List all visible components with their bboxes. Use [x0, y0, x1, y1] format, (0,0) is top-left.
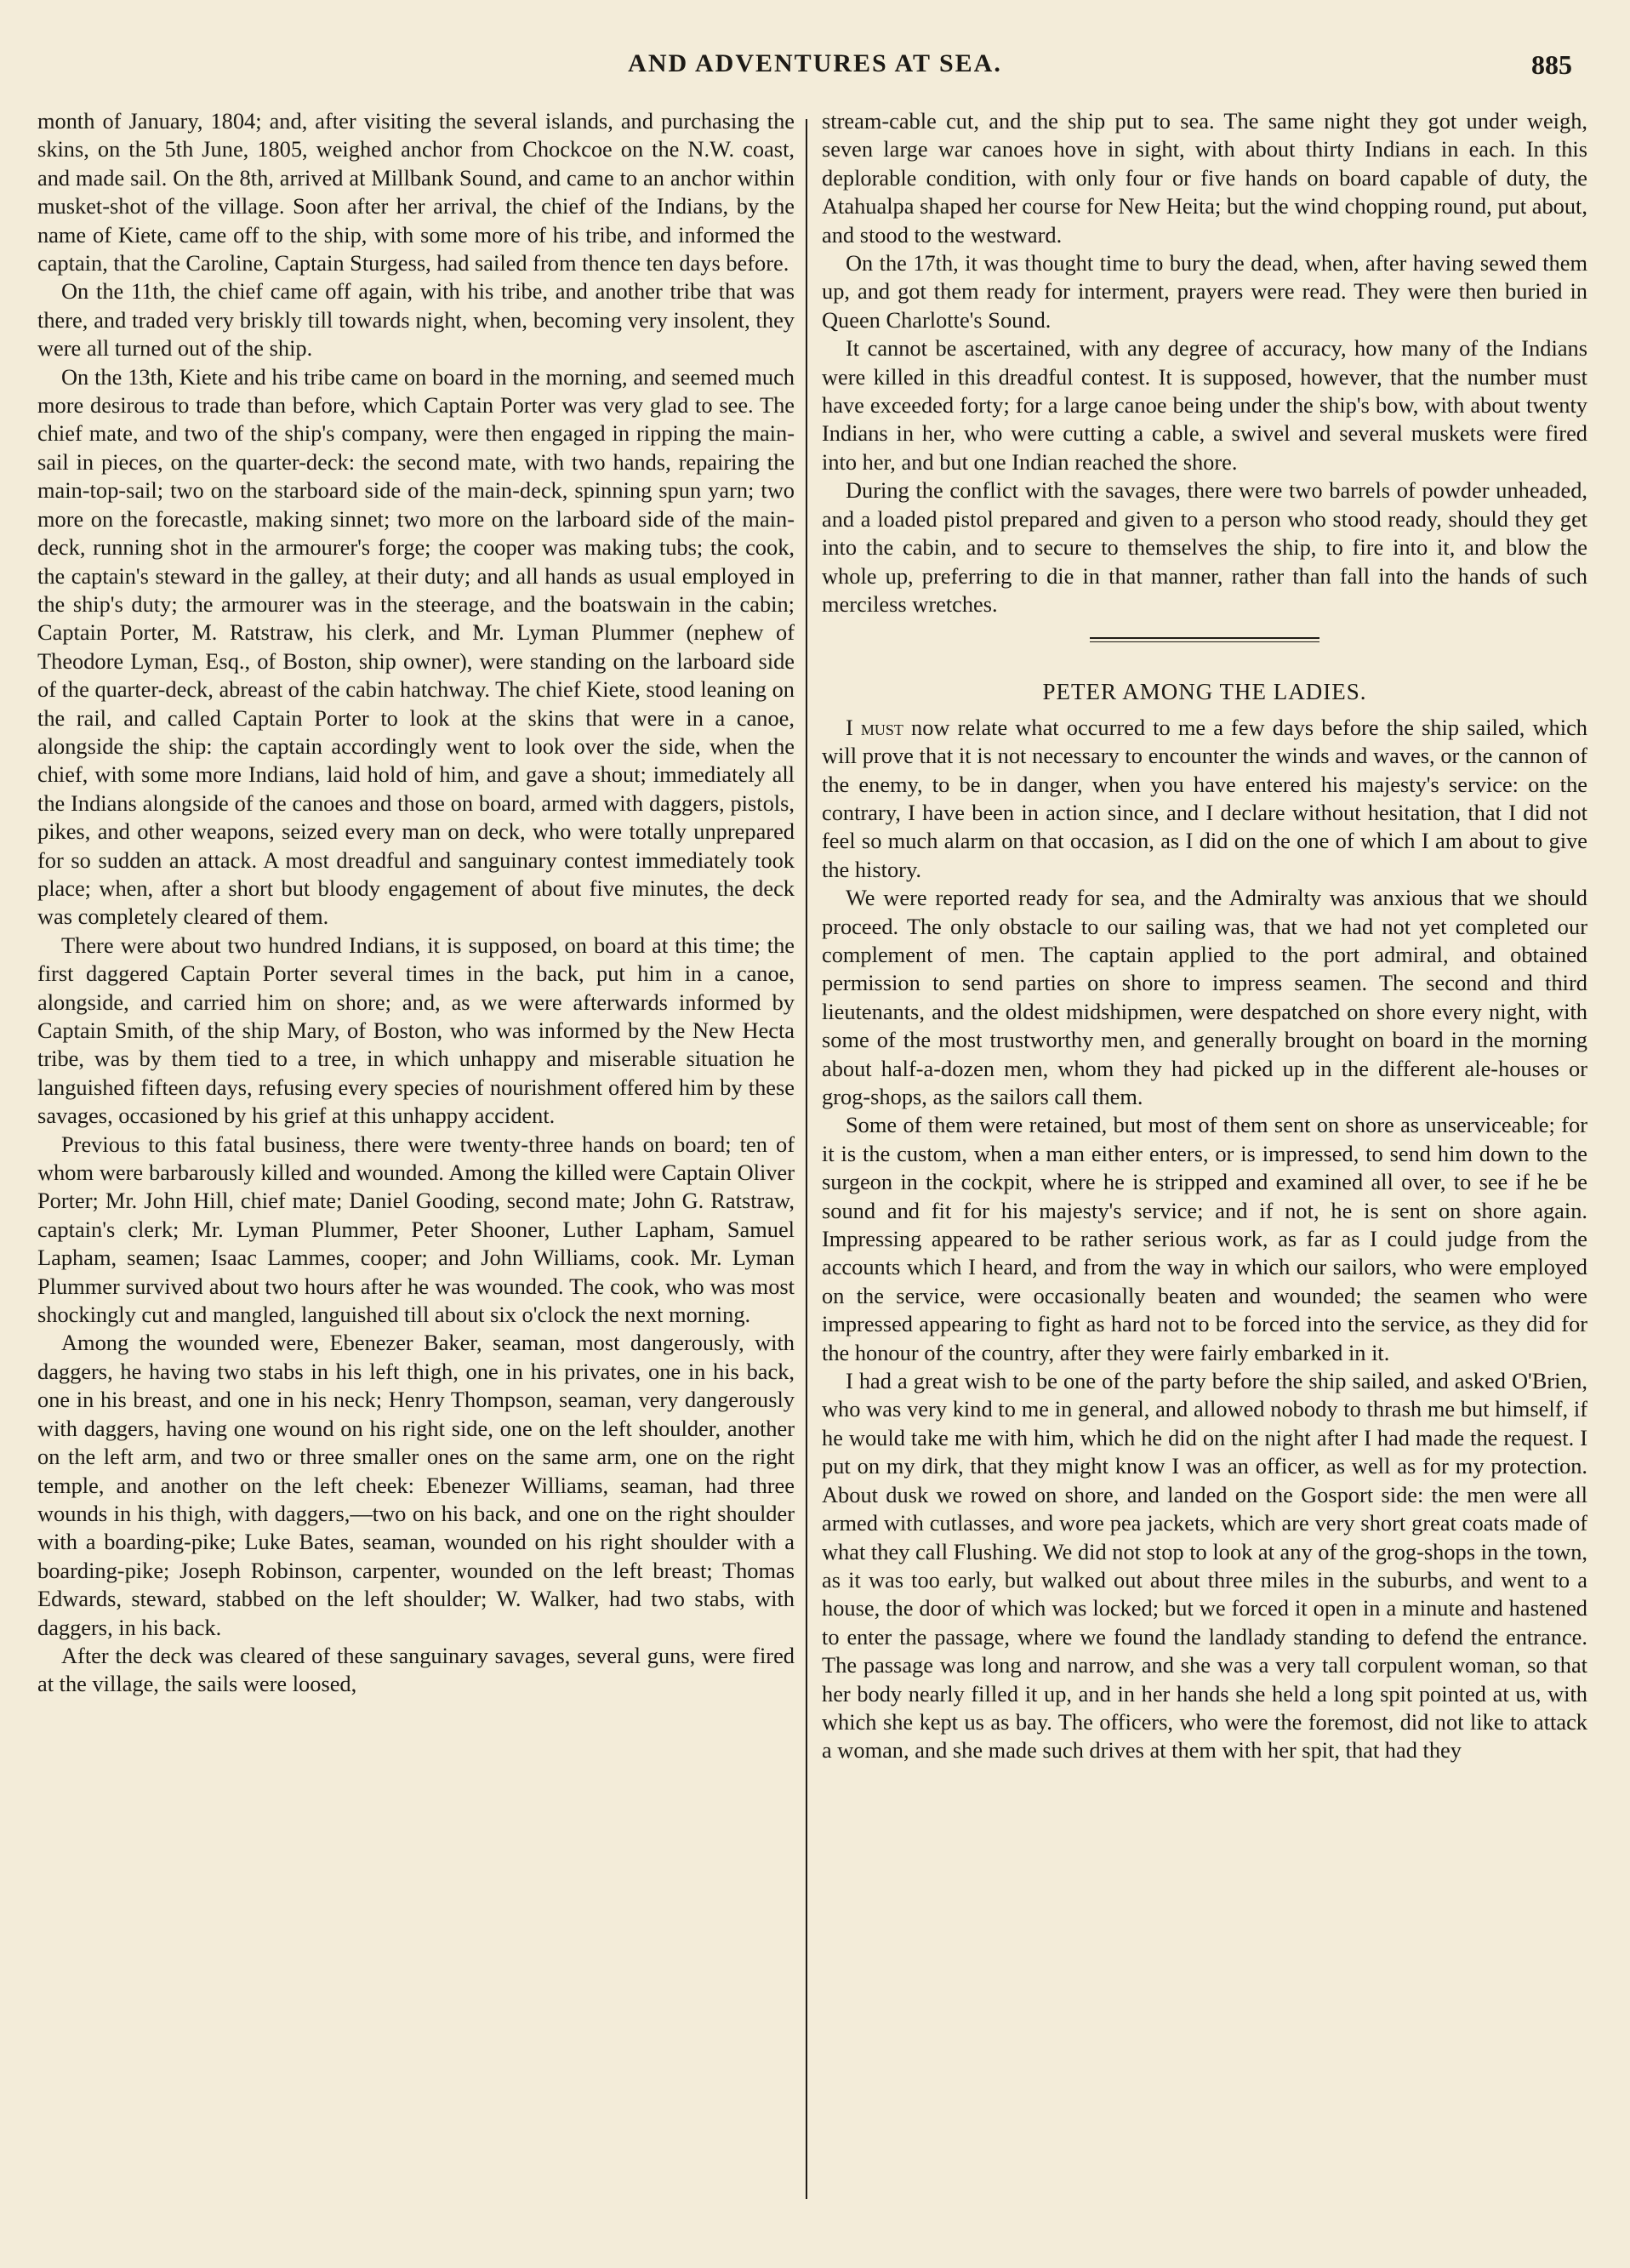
section-divider	[1090, 637, 1319, 642]
paragraph: I had a great wish to be one of the party before the ship sailed, and asked O'Brien, who was very kind to me in general, and allowed nobody to thrash me but himself, if he would take me with him, which he did on the night after I had made the request. I put on my dirk, that they might know I was an officer, as well as for my protection. About dusk we rowed on shore, and landed on the Gosport side: the men were all armed with cutlasses, and wore pea jackets, which are very short great coats made of what they call Flushing. We did not stop to look at any of the grog-shops in the town, as it was too early, but walked out about three miles in the suburbs, and went to a house, the door of which was locked; but we forced it open in a minute and hastened to enter the passage, where we found the landlady standing to defend the entrance. The passage was long and narrow, and she was a very tall corpulent woman, so that her body nearly filled it up, and in her hands she held a long spit pointed at us, with which she kept us as bay. The officers, who were the foremost, did not like to attack a woman, and she made such drives at them with her spit, that had they	[822, 1368, 1587, 1764]
running-head	[34, 49, 1596, 83]
paragraph: It cannot be ascertained, with any degree of accuracy, how many of the Indians were killed in this dreadful contest. It is supposed, however, that the number must have exceeded forty; for a large canoe being under the ship's bow, with about twenty Indians in her, who were cutting a cable, a swivel and several muskets were fired into her, and but one Indian reached the shore.	[822, 335, 1587, 475]
paragraph: On the 17th, it was thought time to bury the dead, when, after having sewed them up, and got them ready for interment, prayers were read. They were then buried in Queen Charlotte's Sound.	[822, 250, 1587, 333]
paragraph: Previous to this fatal business, there were twenty-three hands on board; ten of whom were barbarously killed and wounded. Among the killed were Captain Oliver Porter; Mr. John Hill, chief mate; Daniel Gooding, second mate; John G. Ratstraw, captain's clerk; Mr. Lyman Plummer, Peter Shooner, Luther Lapham, Samuel Lapham, seamen; Isaac Lammes, cooper; and John Williams, cook. Mr. Lyman Plummer survived about two hours after he was wounded. The cook, who was most shockingly cut and mangled, languished till about six o'clock the next morning.	[37, 1131, 795, 1328]
paragraph: We were reported ready for sea, and the Admiralty was anxious that we should proceed. The only obstacle to our sailing was, that we had not yet completed our complement of men. The captain applied to the port admiral, and obtained permission to send parties on shore to impress seamen. The second and third lieutenants, and the oldest midshipmen, were despatched on shore every night, with some of the most trustworthy men, and generally brought on board in the morning about half-a-dozen men, whom they had picked up in the different ale-houses or grog-shops, as the sailors call them.	[822, 885, 1587, 1109]
section-opening-paragraph	[822, 714, 1587, 884]
paragraph: On the 13th, Kiete and his tribe came on board in the morning, and seemed much more desirous to trade than before, which Captain Porter was very glad to see. The chief mate, and two of the ship's company, were then engaged in ripping the main-sail in pieces, on the quarter-deck: the second mate, with two hands, repairing the main-top-sail; two on the starboard side of the main-deck, spinning spun yarn; two more on the forecastle, making sinnet; two more on the larboard side of the main-deck, running shot in the armourer's forge; the cooper was making tubs; the cook, the captain's steward in the galley, at their duty; and all hands as usual employed in the ship's duty; the armourer was in the steerage, and the boatswain in the cabin; Captain Porter, M. Ratstraw, his clerk, and Mr. Lyman Plummer (nephew of Theodore Lyman, Esq., of Boston, ship owner), were standing on the larboard side of the quarter-deck, abreast of the cabin hatchway. The chief Kiete, stood leaning on the rail, and called Captain Porter to look at the skins that were in a canoe, alongside the ship: the captain accordingly went to look over the side, when the chief, with some more Indians, laid hold of him, and gave a shout; immediately all the Indians alongside of the canoes and those on board, armed with daggers, pistols, pikes, and other weapons, seized every man on deck, who were totally unprepared for so sudden an attack. A most dreadful and sanguinary contest immediately took place; when, after a short but bloody engagement of about five minutes, the deck was completely cleared of them.	[37, 363, 795, 930]
paragraph: On the 11th, the chief came off again, with his tribe, and another tribe that was there, and traded very briskly till towards night, when, becoming very insolent, they were all turned out of the ship.	[37, 278, 795, 362]
opening-words: I must	[846, 714, 903, 740]
page-number: 885	[1531, 49, 1572, 80]
column-rule	[806, 119, 807, 2199]
running-title: AND ADVENTURES AT SEA.	[628, 49, 1002, 77]
paragraph: During the conflict with the savages, there were two barrels of powder unheaded, and a loaded pistol prepared and given to a person who stood ready, should they get into the cabin, and to secure to themselves the ship, to fire into it, and blow the whole up, preferring to die in that manner, rather than fall into the hands of such merciless wretches.	[822, 477, 1587, 617]
section-heading: PETER AMONG THE LADIES.	[1042, 679, 1367, 705]
paragraph: There were about two hundred Indians, it is supposed, on board at this time; the first daggered Captain Porter several times in the back, put him in a canoe, alongside, and carried him on shore; and, as we were afterwards informed by Captain Smith, of the ship Mary, of Boston, who was informed by the New Hecta tribe, was by them tied to a tree, in which unhappy and miserable situation he languished fifteen days, refusing every species of nourishment offered him by these savages, occasioned by his grief at this unhappy accident.	[37, 932, 795, 1129]
paragraph: stream-cable cut, and the ship put to sea. The same night they got under weigh, seven large war canoes hove in sight, with about thirty Indians in each. In this deplorable condition, with only four or five hands on board capable of duty, the Atahualpa shaped her course for New Heita; but the wind chopping round, put about, and stood to the westward.	[822, 108, 1587, 248]
paragraph: month of January, 1804; and, after visiting the several islands, and purchasing the skins, on the 5th June, 1805, weighed anchor from Chockcoe on the N.W. coast, and made sail. On the 8th, arrived at Millbank Sound, and came to an anchor within musket-shot of the village. Soon after her arrival, the chief of the Indians, by the name of Kiete, came off to the ship, with some more of his tribe, and informed the captain, that the Caroline, Captain Sturgess, had sailed from thence ten days before.	[37, 108, 795, 276]
paragraph: Some of them were retained, but most of them sent on shore as unserviceable; for it is the custom, when a man either enters, or is impressed, to send him down to the surgeon in the cockpit, where he is stripped and examined all over, to see if he be sound and fit for his majesty's service; and if not, he is sent on shore again. Impressing appeared to be rather serious work, as far as I could judge from the accounts which I heard, and from the way in which our sailors, who were employed on the service, were occasionally beaten and wounded; the seamen who were impressed appearing to fight as hard not to be forced into the service, as they did for the honour of the country, after they were fairly embarked in it.	[822, 1112, 1587, 1365]
paragraph: After the deck was cleared of these sanguinary savages, several guns, were fired at the village, the sails were loosed,	[37, 1642, 795, 1697]
opening-text: now relate what occurred to me a few days before the ship sailed, which will prove that it is not necessary to encounter the winds and waves, or the cannon of the enemy, to be in danger, when you have entered his majesty's service: on the contrary, I have been in action since, and I declare without hesitation, that I did not feel so much alarm on that occasion, as I did on the one of which I am about to give the history.	[822, 714, 1587, 882]
left-column	[37, 107, 795, 2196]
paragraph: Among the wounded were, Ebenezer Baker, seaman, most dangerously, with daggers, he having two stabs in his left thigh, one in his privates, one in his back, one in his breast, and one in his neck; Henry Thompson, seaman, very dangerously with daggers, having one wound on his right side, one on the left shoulder, another on the left arm, and two or three smaller ones on the same arm, one on the right temple, and another on the left cheek: Ebenezer Williams, seaman, had three wounds in his thigh, with daggers,—two on his back, and one on the right shoulder with a boarding-pike; Luke Bates, seaman, wounded on his right shoulder with a boarding-pike; Joseph Robinson, carpenter, wounded on the left breast; Thomas Edwards, steward, stabbed on the left shoulder; W. Walker, had two stabs, with daggers, in his back.	[37, 1330, 795, 1640]
right-column	[822, 107, 1587, 2196]
